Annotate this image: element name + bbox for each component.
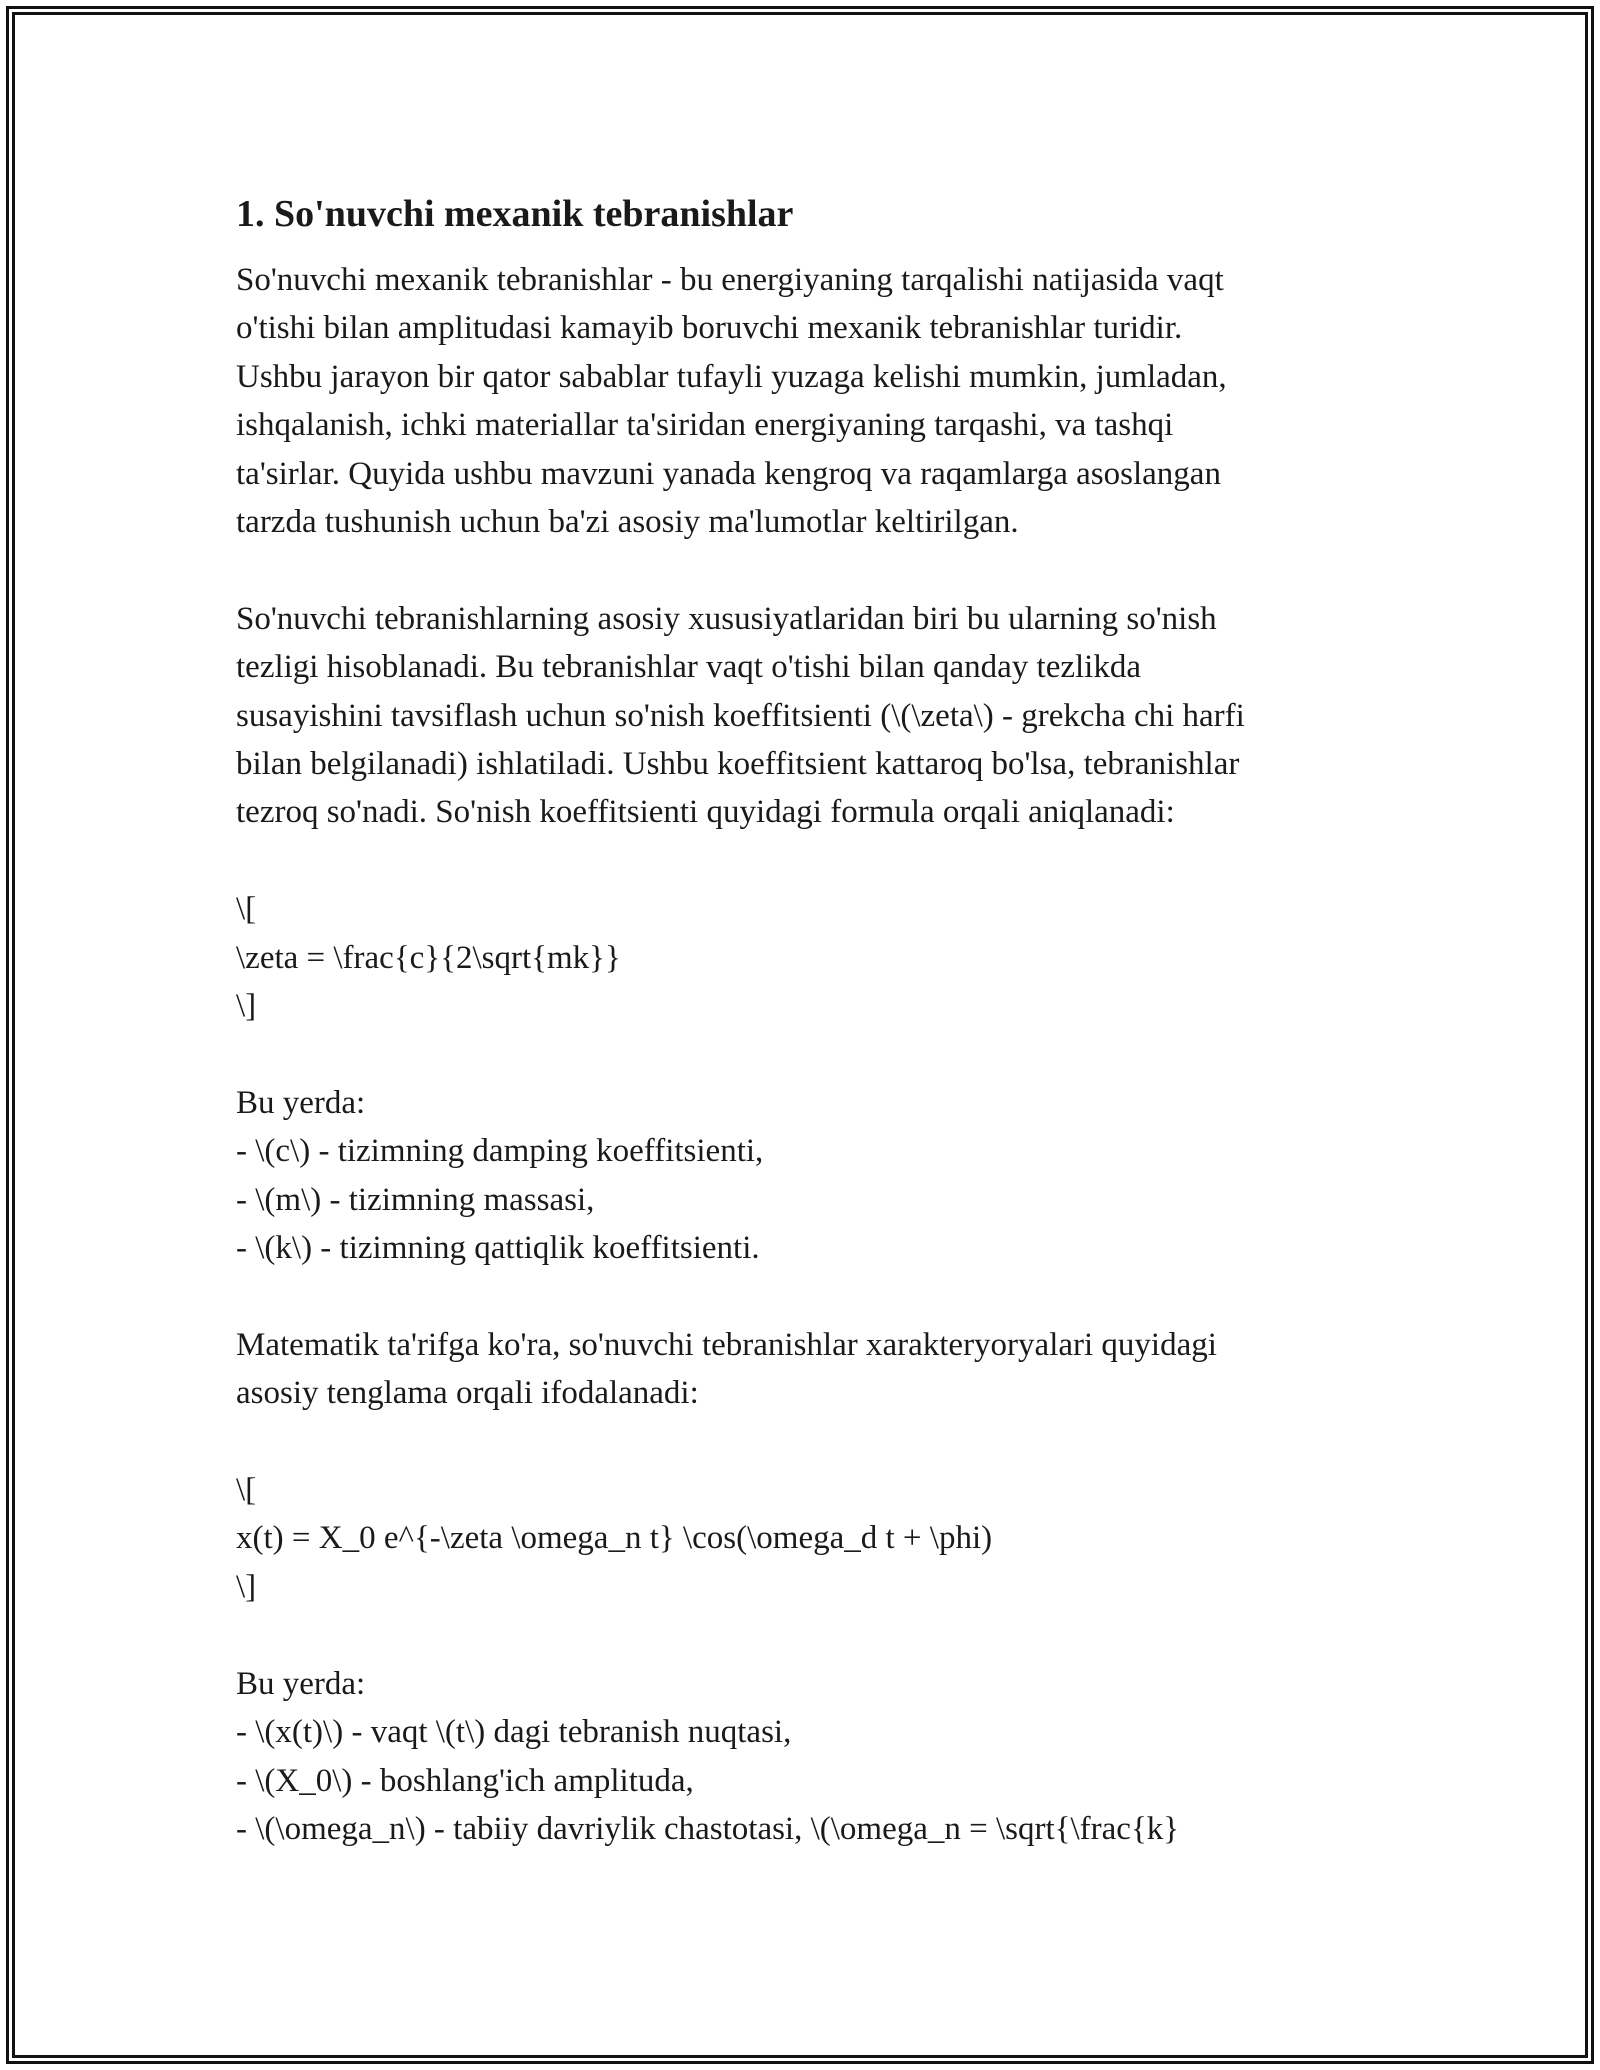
damping-rate-paragraph: So'nuvchi tebranishlarning asosiy xususiyatlaridan biri bu ularning so'nish tezligi hisoblanadi. Bu tebranishlar vaqt o'tishi bilan qanday tezlikda susayishini tavsiflash uchun so'nish koeffitsienti (\(\zeta\) - grekcha chi harfi bilan belgilanadi) ishlatiladi. Ushbu koeffitsient kattaroq bo'lsa, tebranishlar tezroq so'nadi. So'nish koeffitsienti quyidagi formula orqali aniqlanadi: [236,600,1245,831]
document-body [236,186,1396,1853]
zeta-variables-list: Bu yerda: - \(c\) - tizimning damping koeffitsienti, - \(m\) - tizimning massasi, - \(k\) - tizimning qattiqlik koeffitsienti. [236,1084,764,1267]
intro-paragraph: So'nuvchi mexanik tebranishlar - bu energiyaning tarqalishi natijasida vaqt o'tishi bilan amplitudasi kamayib boruvchi mexanik tebranishlar turidir. Ushbu jarayon bir qator sabablar tufayli yuzaga kelishi mumkin, jumladan, ishqalanish, ichki materiallar ta'siridan energiyaning tarqashi, va tashqi ta'sirlar. Quyida ushbu mavzuni yanada kengroq va raqamlarga asoslangan tarzda tushunish uchun ba'zi asosiy ma'lumotlar keltirilgan. [236,262,1227,541]
motion-equation: \[ x(t) = X_0 e^{-\zeta \omega_n t} \cos(\omega_d t + \phi) \] [236,1472,993,1605]
zeta-formula: \[ \zeta = \frac{c}{2\sqrt{mk}} \] [236,891,621,1025]
section-heading: 1. So'nuvchi mexanik tebranishlar [236,193,794,235]
equation-intro-paragraph: Matematik ta'rifga ko'ra, so'nuvchi tebranishlar xarakteryoryalari quyidagi asosiy tenglama orqali ifodalanadi: [236,1326,1217,1412]
equation-variables-list: Bu yerda: - \(x(t)\) - vaqt \(t\) dagi tebranish nuqtasi, - \(X_0\) - boshlang'ich amplituda, - \(\omega_n\) - tabiiy davriylik chastotasi, \(\omega_n = \sqrt{\frac{k} [236,1665,1180,1847]
